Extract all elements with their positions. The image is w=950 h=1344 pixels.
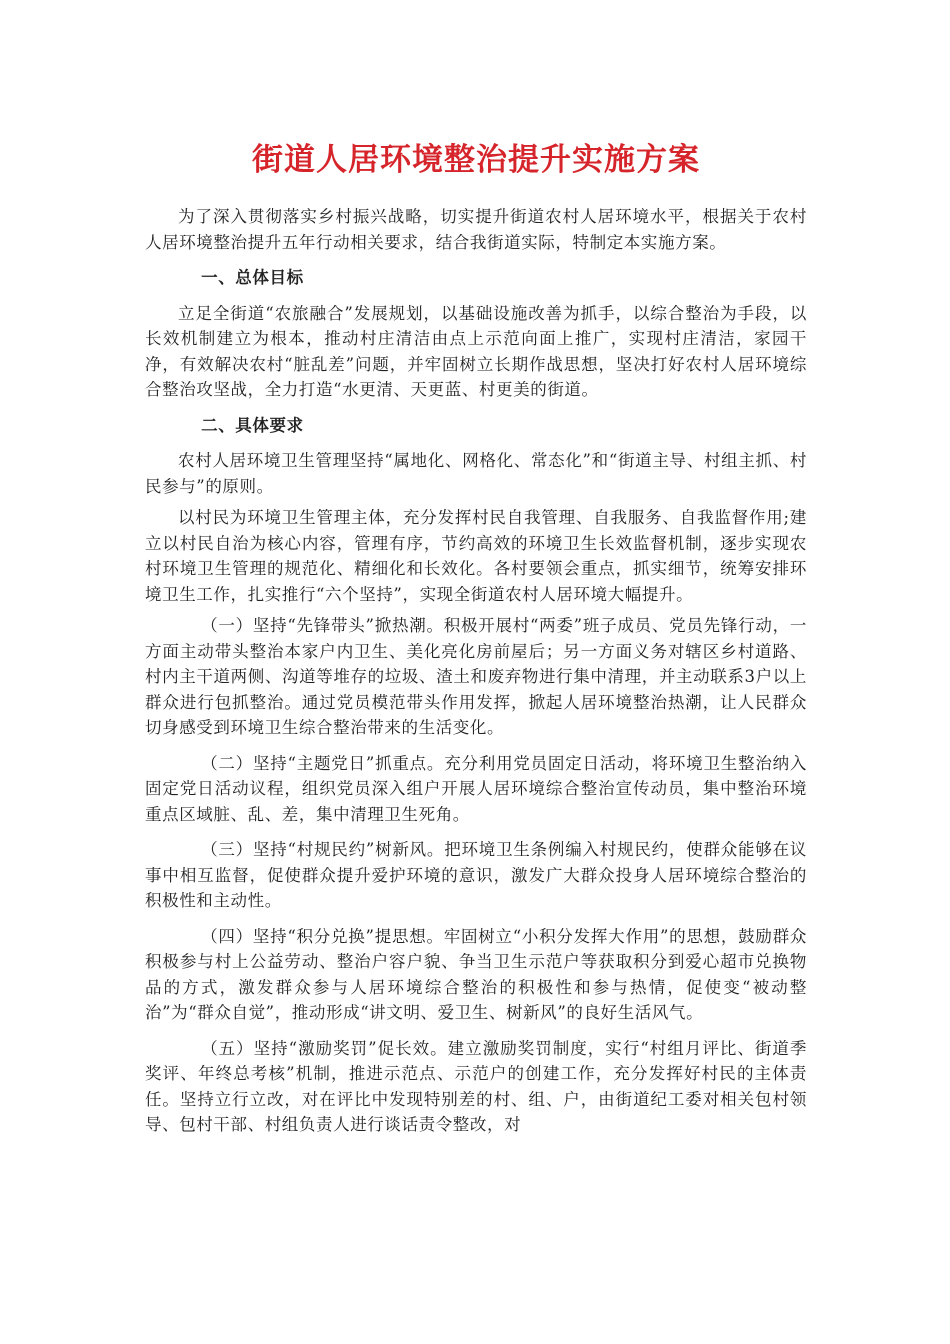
requirements-paragraph-1: 农村人居环境卫生管理坚持“属地化、网格化、常态化”和“街道主导、村组主抓、村民参与”的原则。 <box>145 451 807 496</box>
document-title: 街道人居环境整治提升实施方案 <box>252 142 700 178</box>
requirement-item-1: （一）坚持“先锋带头”掀热潮。积极开展村“两委”班子成员、党员先锋行动，一方面主动带头整治本家户内卫生、美化亮化房前屋后；另一方面义务对辖区乡村道路、村内主干道两侧、沟道等堆存的垃圾、渣土和废弃物进行集中清理，并主动联系3户以上群众进行包抓整治。通过党员模范带头作用发挥，掀起人居环境整治热潮，让人民群众切身感受到环境卫生综合整治带来的生活变化。 <box>145 616 807 737</box>
document-page <box>145 138 807 1148</box>
requirement-item-4: （四）坚持“积分兑换”提思想。牢固树立“小积分发挥大作用”的思想，鼓励群众积极参与村上公益劳动、整治户容户貌、争当卫生示范户等获取积分到爱心超市兑换物品的方式，激发群众参与人居环境综合整治的积极性和参与热情，促使变“被动整治”为“群众自觉”，推动形成“讲文明、爱卫生、树新风”的良好生活风气。 <box>145 926 807 1022</box>
section-heading-overall-goal: 一、总体目标 <box>201 268 304 287</box>
overall-goal-paragraph: 立足全街道“农旅融合”发展规划，以基础设施改善为抓手，以综合整治为手段，以长效机制建立为根本，推动村庄清洁由点上示范向面上推广，实现村庄清洁，家园干净，有效解决农村“脏乱差”问题，并牢固树立长期作战思想，坚决打好农村人居环境综合整治攻坚战，全力打造“水更清、天更蓝、村更美的街道。 <box>145 303 807 399</box>
section-heading-specific-requirements: 二、具体要求 <box>201 415 304 435</box>
requirements-paragraph-2: 以村民为环境卫生管理主体，充分发挥村民自我管理、自我服务、自我监督作用;建立以村民自治为核心内容，管理有序，节约高效的环境卫生长效监督机制，逐步实现农村环境卫生管理的规范化、精细化和长效化。各村要领会重点，抓实细节，统筹安排环境卫生工作，扎实推行“六个坚持”，实现全街道农村人居环境大幅提升。 <box>145 508 807 604</box>
requirement-item-2: （二）坚持“主题党日”抓重点。充分利用党员固定日活动，将环境卫生整治纳入固定党日活动议程，组织党员深入组户开展人居环境综合整治宣传动员，集中整治环境重点区域脏、乱、差，集中清理卫生死角。 <box>145 753 807 824</box>
requirement-item-5: （五）坚持“激励奖罚”促长效。建立激励奖罚制度，实行“村组月评比、街道季奖评、年终总考核”机制，推进示范点、示范户的创建工作，充分发挥好村民的主体责任。坚持立行立改，对在评比中发现特别差的村、组、户，由街道纪工委对相关包村领导、包村干部、村组负责人进行谈话责令整改，对 <box>145 1038 807 1134</box>
intro-paragraph: 为了深入贯彻落实乡村振兴战略，切实提升街道农村人居环境水平，根据关于农村人居环境整治提升五年行动相关要求，结合我街道实际，特制定本实施方案。 <box>145 207 807 252</box>
requirement-item-3: （三）坚持“村规民约”树新风。把环境卫生条例编入村规民约，使群众能够在议事中相互监督，促使群众提升爱护环境的意识，激发广大群众投身人居环境综合整治的积极性和主动性。 <box>145 840 807 910</box>
